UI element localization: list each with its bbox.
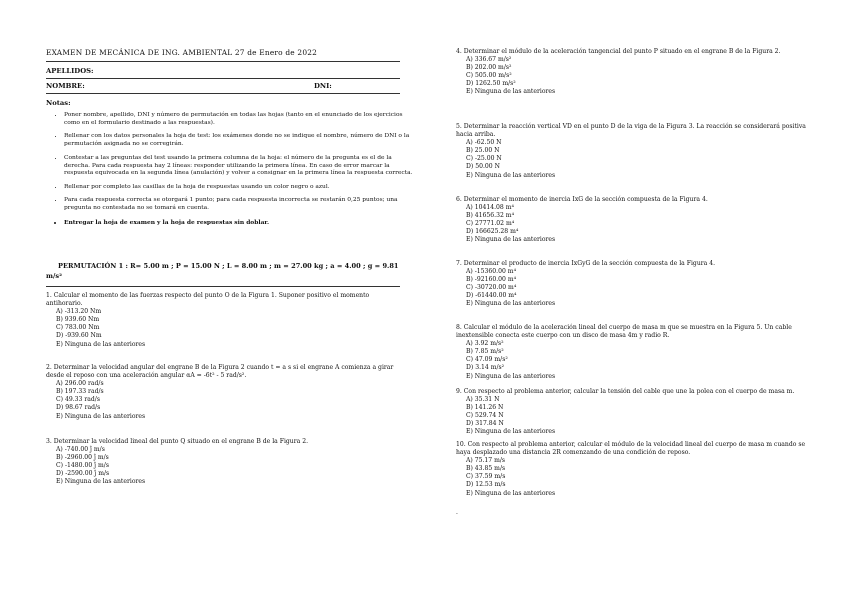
option: C) 27771.02 m⁴ xyxy=(466,220,515,228)
option: A) -62.50 N xyxy=(466,139,502,147)
option: D) 166625.28 m⁴ xyxy=(466,228,519,236)
option: E) Ninguna de las anteriores xyxy=(56,412,146,420)
question-stem: 1. Calcular el momento de las fuerzas respecto del punto O de la Figura 1. Suponer positivo el momento antihorario. xyxy=(46,292,370,308)
option: E) Ninguna de las anteriores xyxy=(56,478,146,486)
note-item: • Entregar la hoja de examen y la hoja de respuestas sin doblar. xyxy=(64,219,418,227)
option: C) 505.00 m/s² xyxy=(466,72,512,80)
note-item: • Contestar a las preguntas del test usando la primera columna de la hoja: el número de la pregunta es el de la derecha. Para cada respuesta hay 2 líneas: responder utilizando la primera línea. En caso de error marcar la respuesta equivocada en la segunda línea (anulación) y volver a consignar en la primera línea la respuesta correcta. xyxy=(64,155,418,179)
question-1 xyxy=(46,292,400,349)
notes-list xyxy=(46,112,418,232)
option: A) 10414.08 m⁴ xyxy=(466,204,514,212)
question-7 xyxy=(456,260,810,309)
notes-heading: Notas: xyxy=(46,99,71,107)
options-list xyxy=(456,56,810,96)
option: D) 1262.50 m/s² xyxy=(466,80,516,88)
option: B) -92160.00 m⁴ xyxy=(466,276,517,284)
option: C) -1480.00 ĵ m/s xyxy=(56,462,109,470)
apellidos-label: APELLIDOS: xyxy=(46,67,94,75)
apellidos-rule xyxy=(46,78,400,79)
exam-title: EXAMEN DE MECÁNICA DE ING. AMBIENTAL 27 de Enero de 2022 xyxy=(46,48,318,57)
question-5 xyxy=(456,123,810,180)
options-list xyxy=(46,446,400,486)
option: E) Ninguna de las anteriores xyxy=(466,428,556,436)
note-item: • Rellenar por completo las casillas de la hoja de respuestas usando un color negro o azul. xyxy=(64,184,418,192)
question-stem: 2. Determinar la velocidad angular del engrane B de la Figura 2 cuando t = a s si el engrane A comienza a girar desde el reposo con una aceleración angular αA = -6t² - 5 rad/s². xyxy=(46,364,394,380)
question-stem: 3. Determinar la velocidad lineal del punto Q situado en el engrane B de la Figura 2. xyxy=(46,438,309,445)
options-list xyxy=(46,380,400,420)
options-list xyxy=(456,457,810,497)
question-stem: 6. Determinar el momento de inercia IxG de la sección compuesta de la Figura 4. xyxy=(456,196,708,203)
option: A) 75.17 m/s xyxy=(466,457,506,465)
question-4 xyxy=(456,48,810,97)
option: D) 12.53 m/s xyxy=(466,481,506,489)
options-list xyxy=(46,308,400,348)
option: E) Ninguna de las anteriores xyxy=(466,171,556,179)
question-3 xyxy=(46,438,400,487)
option: D) -61440.00 m⁴ xyxy=(466,292,517,300)
options-list xyxy=(456,268,810,308)
dni-label: DNI: xyxy=(314,82,332,90)
option: C) 529.74 N xyxy=(466,412,504,420)
option: A) -313.20 Nm xyxy=(56,308,102,316)
option: A) 336.67 m/s² xyxy=(466,56,512,64)
option: D) 98.67 rad/s xyxy=(56,404,101,412)
option: A) -15360.00 m⁴ xyxy=(466,268,517,276)
option: B) 25.00 N xyxy=(466,147,500,155)
option: C) 49.33 rad/s xyxy=(56,396,100,404)
note-item: • Poner nombre, apellido, DNI y número de permutación en todas las hojas (tanto en el enunciado de los ejercicios como en el formulario destinado a las respuestas). xyxy=(64,112,418,128)
note-item: • Rellenar con los datos personales la hoja de test: los exámenes donde no se indique el nombre, número de DNI o la permutación asignada no se corregirán. xyxy=(64,133,418,149)
option: E) Ninguna de las anteriores xyxy=(56,340,146,348)
question-stem: 5. Determinar la reacción vertical VD en el punto D de la viga de la Figura 3. La reacción se considerará positiva hacia arriba. xyxy=(456,123,806,139)
option: A) 296.00 rad/s xyxy=(56,380,104,388)
option: A) -740.00 ĵ m/s xyxy=(56,446,105,454)
question-10 xyxy=(456,441,810,498)
question-stem: 4. Determinar el módulo de la aceleración tangencial del punto P situado en el engrane B de la Figura 2. xyxy=(456,48,781,55)
option: E) Ninguna de las anteriores xyxy=(466,88,556,96)
option: C) -30720.00 m⁴ xyxy=(466,284,517,292)
option: D) -939.60 Nm xyxy=(56,332,102,340)
option: B) 43.85 m/s xyxy=(466,465,506,473)
options-list xyxy=(456,139,810,179)
options-list xyxy=(456,340,810,380)
permutation-line: PERMUTACIÓN 1 : R= 5.00 m ; P = 15.00 N ; L = 8.00 m ; m = 27.00 kg ; a = 4.00 ; g = 9.81 m/s² xyxy=(46,262,399,280)
option: C) -25.00 N xyxy=(466,155,502,163)
option: B) 202.00 m/s² xyxy=(466,64,512,72)
option: D) 317.84 N xyxy=(466,420,504,428)
option: B) 7.85 m/s² xyxy=(466,348,504,356)
option: D) 50.00 N xyxy=(466,163,500,171)
option: E) Ninguna de las anteriores xyxy=(466,372,556,380)
question-9 xyxy=(456,388,810,437)
option: E) Ninguna de las anteriores xyxy=(466,489,556,497)
option: C) 783.00 Nm xyxy=(56,324,100,332)
option: C) 37.59 m/s xyxy=(466,473,506,481)
question-stem: 8. Calcular el módulo de la aceleración lineal del cuerpo de masa m que se muestra en la Figura 5. Un cable inextensible conecta este cuerpo con un disco de masa 4m y radio R. xyxy=(456,324,792,340)
option: E) Ninguna de las anteriores xyxy=(466,236,556,244)
question-6 xyxy=(456,196,810,245)
trailing-mark: . xyxy=(456,509,458,516)
options-list xyxy=(456,396,810,436)
option: A) 35.31 N xyxy=(466,396,500,404)
option: B) 197.33 rad/s xyxy=(56,388,104,396)
option: B) 141.26 N xyxy=(466,404,504,412)
option: C) 47.09 m/s² xyxy=(466,356,508,364)
nombre-rule xyxy=(46,93,400,94)
note-item: • Para cada respuesta correcta se otorgará 1 punto; para cada respuesta incorrecta se restarán 0,25 puntos; una pregunta no contestada no se tomará en cuenta. xyxy=(64,197,418,213)
option: B) 41656.32 m⁴ xyxy=(466,212,515,220)
title-rule xyxy=(46,61,400,62)
question-8 xyxy=(456,324,810,381)
option: B) 939.60 Nm xyxy=(56,316,100,324)
option: A) 3.92 m/s² xyxy=(466,340,504,348)
question-stem: 7. Determinar el producto de inercia IxGyG de la sección compuesta de la Figura 4. xyxy=(456,260,716,267)
nombre-label: NOMBRE: xyxy=(46,82,85,90)
question-stem: 10. Con respecto al problema anterior, calcular el módulo de la velocidad lineal del cuerpo de masa m cuando se haya desplazado una distancia 2R comenzando de una condición de reposo. xyxy=(456,441,806,457)
permutation-rule xyxy=(46,286,400,287)
option: B) -2960.00 ĵ m/s xyxy=(56,454,109,462)
question-stem: 9. Con respecto al problema anterior, calcular la tensión del cable que une la polea con el cuerpo de masa m. xyxy=(456,388,795,395)
option: D) -2590.00 ĵ m/s xyxy=(56,470,110,478)
option: D) 3.14 m/s² xyxy=(466,364,505,372)
option: E) Ninguna de las anteriores xyxy=(466,300,556,308)
question-2 xyxy=(46,364,400,421)
options-list xyxy=(456,204,810,244)
